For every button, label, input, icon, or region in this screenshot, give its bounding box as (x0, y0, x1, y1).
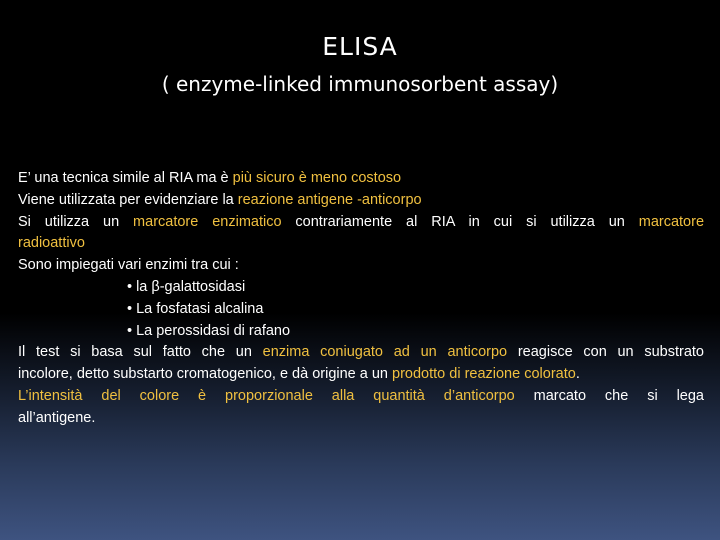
slide-title: ELISA (322, 32, 398, 61)
bullet-text: La perossidasi di rafano (136, 322, 291, 339)
bullet-text: La fosfatasi alcalina (136, 300, 264, 317)
body-text: marcato che si lega (514, 387, 704, 404)
bullet-text: la β-galattosidasi (136, 278, 246, 295)
slide-subtitle: ( enzyme-linked immunosorbent assay) (161, 72, 559, 96)
highlight-text: L’intensità del colore è proporzionale alla quantità d’anticorpo (18, 387, 515, 404)
body-text: . (575, 366, 580, 383)
body-line (18, 255, 704, 277)
body-line (18, 168, 704, 190)
bullet-item (18, 299, 704, 321)
body-text: E’ una tecnica simile al RIA ma è (18, 170, 233, 186)
body-line (18, 386, 704, 408)
body-text: incolore, detto substarto cromatogenico, e dà origine a un (18, 366, 393, 383)
bullet-item (18, 321, 704, 343)
bullet-icon: • (127, 278, 133, 295)
body-text: contrariamente al RIA in cui si utilizza un (281, 213, 639, 230)
body-line (18, 364, 704, 386)
body-text: all’antigene. (18, 409, 96, 426)
body-line (18, 212, 704, 234)
highlight-text: marcatore (638, 213, 705, 230)
body-line (18, 342, 704, 364)
highlight-text: enzima coniugato ad un anticorpo (262, 344, 508, 361)
body-line (18, 190, 704, 212)
highlight-text: più sicuro è meno costoso (232, 170, 402, 186)
body-text: Sono impiegati vari enzimi tra cui : (18, 257, 239, 274)
body-text: reagisce con un substrato (507, 344, 704, 361)
highlight-text: radioattivo (18, 235, 85, 252)
bullet-icon: • (127, 322, 133, 339)
bullet-icon: • (127, 300, 133, 317)
body-text: Si utilizza un (18, 213, 134, 230)
highlight-text: prodotto di reazione colorato (392, 366, 576, 383)
body-text: Il test si basa sul fatto che un (18, 344, 263, 361)
body-text: Viene utilizzata per evidenziare la (18, 191, 238, 208)
slide-body (18, 168, 704, 430)
body-line (18, 233, 704, 255)
bullet-item (18, 277, 704, 299)
body-line (18, 408, 704, 430)
highlight-text: reazione antigene -anticorpo (237, 191, 422, 208)
highlight-text: marcatore enzimatico (133, 213, 282, 230)
